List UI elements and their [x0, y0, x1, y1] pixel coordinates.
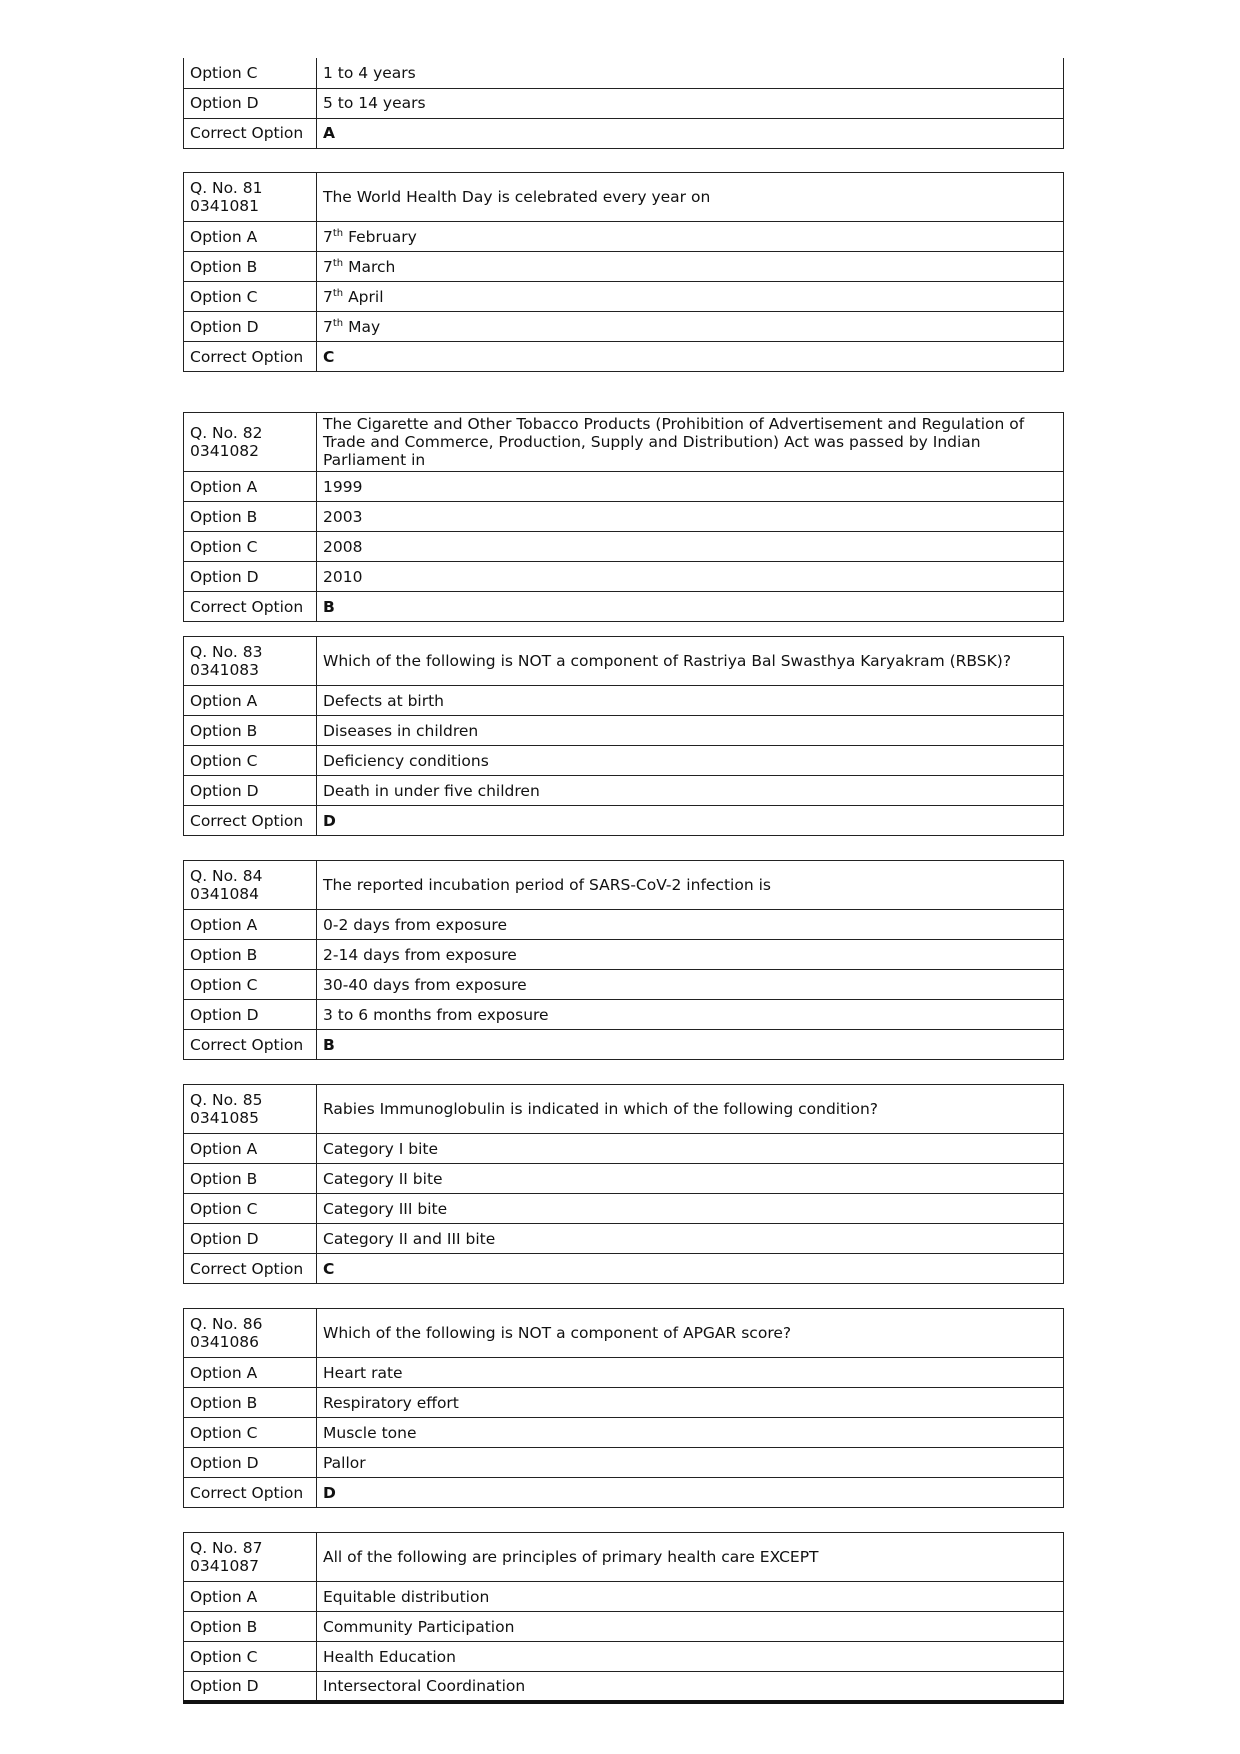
ordinal-suffix: th [332, 317, 344, 329]
option-row [184, 1134, 1064, 1164]
option-row [184, 970, 1064, 1000]
option-value [317, 252, 1064, 282]
question-table-87 [183, 1532, 1064, 1704]
correct-option-label: Correct Option [184, 1030, 317, 1060]
question-text: Which of the following is NOT a component of Rastriya Bal Swasthya Karyakram (RBSK)? [317, 637, 1064, 686]
option-row [184, 1672, 1064, 1702]
option-value: Equitable distribution [317, 1582, 1064, 1612]
option-value: Diseases in children [317, 716, 1064, 746]
ordinal-number: 7 [323, 287, 333, 306]
option-label: Option B [184, 252, 317, 282]
correct-option-value: D [317, 1478, 1064, 1508]
option-label: Option D [184, 1448, 317, 1478]
correct-option-label: Correct Option [184, 118, 317, 148]
question-table-84 [183, 860, 1064, 1060]
ordinal-number: 7 [323, 317, 333, 336]
question-row [184, 173, 1064, 222]
correct-option-label: Correct Option [184, 1478, 317, 1508]
question-row [184, 1085, 1064, 1134]
correct-option-value: A [317, 118, 1064, 148]
question-no: Q. No. 83 [190, 643, 263, 661]
option-row [184, 1448, 1064, 1478]
option-row [184, 776, 1064, 806]
month-name: February [343, 227, 417, 246]
correct-option-value: C [317, 1254, 1064, 1284]
ordinal-number: 7 [323, 227, 333, 246]
option-row [184, 88, 1064, 118]
option-value: 30-40 days from exposure [317, 970, 1064, 1000]
option-label: Option B [184, 1388, 317, 1418]
option-value: 3 to 6 months from exposure [317, 1000, 1064, 1030]
option-value: Muscle tone [317, 1418, 1064, 1448]
option-label: Option C [184, 970, 317, 1000]
question-code: 0341086 [190, 1333, 260, 1351]
option-value [317, 312, 1064, 342]
question-row [184, 1309, 1064, 1358]
month-name: April [343, 287, 384, 306]
option-label: Option A [184, 222, 317, 252]
option-value: Defects at birth [317, 686, 1064, 716]
question-no: Q. No. 82 [190, 424, 263, 442]
ordinal-suffix: th [332, 287, 344, 299]
correct-option-value: B [317, 1030, 1064, 1060]
option-value: Category I bite [317, 1134, 1064, 1164]
option-row [184, 472, 1064, 502]
option-label: Option B [184, 502, 317, 532]
question-code: 0341081 [190, 197, 260, 215]
option-label: Option C [184, 58, 317, 88]
option-label: Option C [184, 282, 317, 312]
option-value: Community Participation [317, 1612, 1064, 1642]
question-table-85 [183, 1084, 1064, 1284]
option-value: Intersectoral Coordination [317, 1672, 1064, 1702]
option-row [184, 282, 1064, 312]
option-label: Option A [184, 1358, 317, 1388]
question-number [184, 1533, 317, 1582]
option-label: Option C [184, 1642, 317, 1672]
option-row [184, 1612, 1064, 1642]
option-value: Heart rate [317, 1358, 1064, 1388]
correct-option-row [184, 1254, 1064, 1284]
option-value: 2-14 days from exposure [317, 940, 1064, 970]
option-row [184, 1642, 1064, 1672]
option-row [184, 58, 1064, 88]
question-number [184, 637, 317, 686]
option-value [317, 282, 1064, 312]
option-label: Option B [184, 716, 317, 746]
option-value: Category III bite [317, 1194, 1064, 1224]
option-value: 5 to 14 years [317, 88, 1064, 118]
option-row [184, 562, 1064, 592]
option-label: Option D [184, 312, 317, 342]
option-label: Option B [184, 1164, 317, 1194]
question-table-86 [183, 1308, 1064, 1508]
correct-option-label: Correct Option [184, 342, 317, 372]
option-value: Respiratory effort [317, 1388, 1064, 1418]
option-row [184, 1418, 1064, 1448]
option-value [317, 222, 1064, 252]
question-number [184, 173, 317, 222]
question-code: 0341084 [190, 885, 260, 903]
question-text: The reported incubation period of SARS-CoV-2 infection is [317, 861, 1064, 910]
option-value: Health Education [317, 1642, 1064, 1672]
option-label: Option B [184, 940, 317, 970]
question-number [184, 1309, 317, 1358]
option-label: Option D [184, 88, 317, 118]
option-row [184, 1224, 1064, 1254]
question-no: Q. No. 85 [190, 1091, 263, 1109]
option-label: Option A [184, 472, 317, 502]
question-code: 0341085 [190, 1109, 260, 1127]
question-number [184, 861, 317, 910]
ordinal-number: 7 [323, 257, 333, 276]
month-name: March [343, 257, 396, 276]
correct-option-label: Correct Option [184, 592, 317, 622]
option-row [184, 1164, 1064, 1194]
question-number [184, 1085, 317, 1134]
option-value: 2003 [317, 502, 1064, 532]
option-label: Option D [184, 1000, 317, 1030]
option-row [184, 222, 1064, 252]
option-value: 2008 [317, 532, 1064, 562]
option-value: 2010 [317, 562, 1064, 592]
option-label: Option D [184, 776, 317, 806]
question-text: The Cigarette and Other Tobacco Products (Prohibition of Advertisement and Regulation of Trade and Commerce, Production, Supply and Distribution) Act was passed by Indian Parliament in [317, 413, 1064, 472]
option-value: Death in under five children [317, 776, 1064, 806]
question-row [184, 413, 1064, 472]
option-value: Category II and III bite [317, 1224, 1064, 1254]
question-no: Q. No. 81 [190, 179, 263, 197]
option-label: Option B [184, 1612, 317, 1642]
question-number [184, 413, 317, 472]
question-table-82 [183, 412, 1064, 622]
correct-option-row [184, 118, 1064, 148]
option-row [184, 1000, 1064, 1030]
question-table-81 [183, 172, 1064, 372]
option-row [184, 716, 1064, 746]
option-row [184, 1582, 1064, 1612]
option-label: Option D [184, 1224, 317, 1254]
ordinal-suffix: th [332, 227, 344, 239]
correct-option-row [184, 1478, 1064, 1508]
option-label: Option A [184, 1582, 317, 1612]
option-value: Category II bite [317, 1164, 1064, 1194]
question-fragment [183, 58, 1064, 149]
option-label: Option D [184, 1672, 317, 1702]
option-label: Option D [184, 562, 317, 592]
correct-option-row [184, 342, 1064, 372]
option-value: 1999 [317, 472, 1064, 502]
option-value: 1 to 4 years [317, 58, 1064, 88]
question-code: 0341087 [190, 1557, 260, 1575]
correct-option-label: Correct Option [184, 1254, 317, 1284]
question-table-83 [183, 636, 1064, 836]
option-row [184, 686, 1064, 716]
option-row [184, 1358, 1064, 1388]
option-label: Option C [184, 746, 317, 776]
option-label: Option C [184, 1194, 317, 1224]
option-label: Option A [184, 910, 317, 940]
option-row [184, 312, 1064, 342]
question-code: 0341083 [190, 661, 260, 679]
question-text: Which of the following is NOT a component of APGAR score? [317, 1309, 1064, 1358]
correct-option-row [184, 1030, 1064, 1060]
correct-option-label: Correct Option [184, 806, 317, 836]
question-text: Rabies Immunoglobulin is indicated in which of the following condition? [317, 1085, 1064, 1134]
question-no: Q. No. 84 [190, 867, 263, 885]
question-no: Q. No. 87 [190, 1539, 263, 1557]
option-row [184, 1194, 1064, 1224]
question-row [184, 861, 1064, 910]
month-name: May [343, 317, 381, 336]
option-label: Option A [184, 686, 317, 716]
correct-option-value: C [317, 342, 1064, 372]
question-no: Q. No. 86 [190, 1315, 263, 1333]
option-label: Option C [184, 1418, 317, 1448]
option-row [184, 746, 1064, 776]
option-row [184, 532, 1064, 562]
question-text: All of the following are principles of primary health care EXCEPT [317, 1533, 1064, 1582]
option-label: Option A [184, 1134, 317, 1164]
option-value: Pallor [317, 1448, 1064, 1478]
option-row [184, 940, 1064, 970]
option-value: Deficiency conditions [317, 746, 1064, 776]
option-row [184, 252, 1064, 282]
correct-option-value: B [317, 592, 1064, 622]
option-row [184, 502, 1064, 532]
question-code: 0341082 [190, 442, 260, 460]
option-label: Option C [184, 532, 317, 562]
option-row [184, 910, 1064, 940]
correct-option-value: D [317, 806, 1064, 836]
option-row [184, 1388, 1064, 1418]
question-text: The World Health Day is celebrated every year on [317, 173, 1064, 222]
correct-option-row [184, 592, 1064, 622]
question-row [184, 1533, 1064, 1582]
option-value: 0-2 days from exposure [317, 910, 1064, 940]
question-row [184, 637, 1064, 686]
ordinal-suffix: th [332, 257, 344, 269]
correct-option-row [184, 806, 1064, 836]
